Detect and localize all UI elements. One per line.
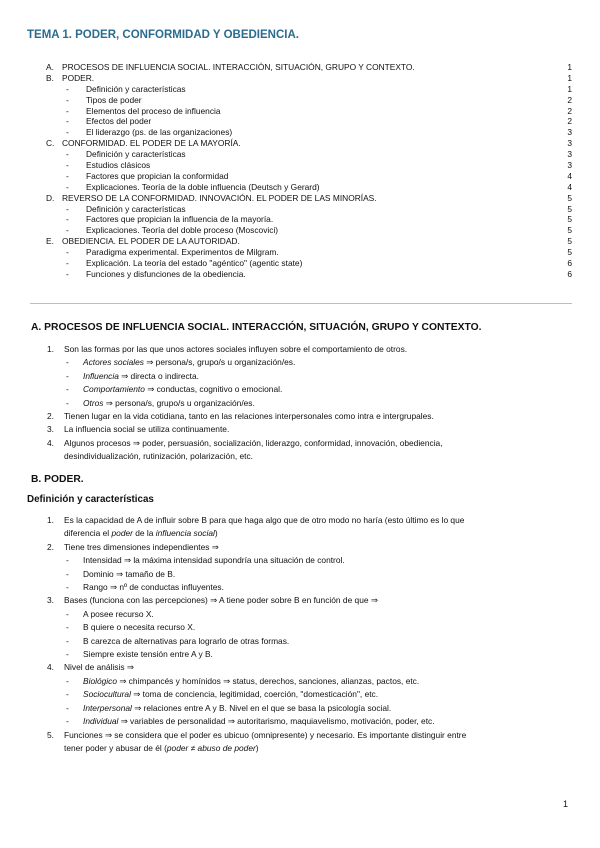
list-item: 4. Algunos procesos ⇒ poder, persuasión, socialización, liderazgo, conformidad, innovación, obediencia, desindividualización, rutinización, polarización, etc.: [47, 437, 443, 462]
toc-page-number: 1: [567, 72, 572, 83]
toc-dash: -: [66, 127, 69, 138]
bullet-item: - Siempre existe tensión entre A y B.: [66, 649, 213, 660]
toc-page-number: 5: [567, 236, 572, 247]
toc-page-number: 2: [567, 94, 572, 105]
toc-dash: -: [66, 170, 69, 181]
toc-entry[interactable]: [46, 149, 572, 160]
toc-entry[interactable]: [46, 160, 572, 171]
toc-dash: -: [66, 258, 69, 269]
toc-text: Definición y características: [86, 149, 186, 160]
toc-entry[interactable]: [46, 171, 572, 182]
bullet-item: - Rango ⇒ nº de conductas influyentes.: [66, 582, 224, 593]
toc-page-number: 3: [567, 138, 572, 149]
toc-text: Paradigma experimental. Experimentos de Milgram.: [86, 247, 279, 258]
toc-letter: B.: [46, 72, 54, 83]
toc-entry[interactable]: [46, 258, 572, 269]
toc-letter: C.: [46, 138, 55, 149]
bullet-item: - B carezca de alternativas para lograrlo de otras formas.: [66, 635, 290, 646]
toc-dash: -: [66, 160, 69, 171]
toc-page-number: 5: [567, 214, 572, 225]
toc-dash: -: [66, 116, 69, 127]
section-b-subheading: Definición y características: [27, 494, 154, 505]
bullet-item: - Biológico ⇒ chimpancés y homínidos ⇒ status, derechos, sanciones, alianzas, pactos, etc.: [66, 675, 420, 686]
toc-page-number: 1: [567, 62, 572, 72]
toc-entry[interactable]: [46, 247, 572, 258]
toc-dash: -: [66, 181, 69, 192]
list-item: 1. Es la capacidad de A de influir sobre B para que haga algo que de otro modo no haría (esto último es lo que diferencia el poder de la influencia social): [47, 515, 465, 539]
toc-page-number: 2: [567, 116, 572, 127]
toc-entry[interactable]: [46, 225, 572, 236]
bullet-item: - Sociocultural ⇒ toma de conciencia, legitimidad, coerción, "domesticación", etc.: [66, 689, 379, 700]
toc-text: Tipos de poder: [86, 94, 142, 105]
toc-text: Definición y características: [86, 203, 186, 214]
toc-page-number: 1: [567, 83, 572, 94]
toc-entry[interactable]: [46, 127, 572, 138]
toc-dash: -: [66, 214, 69, 225]
table-of-contents: [46, 62, 572, 280]
toc-text: Definición y características: [86, 83, 186, 94]
toc-dash: -: [66, 83, 69, 94]
toc-letter: A.: [46, 62, 54, 72]
list-item: 2. Tienen lugar en la vida cotidiana, tanto en las relaciones interpersonales como intra e intergrupales.: [47, 411, 434, 422]
bullet-item: - A posee recurso X.: [66, 608, 154, 619]
toc-dash: -: [66, 105, 69, 116]
toc-text: Elementos del proceso de influencia: [86, 105, 221, 116]
toc-text: Factores que propician la influencia de la mayoría.: [86, 214, 274, 225]
toc-entry[interactable]: [46, 95, 572, 106]
toc-entry[interactable]: [46, 84, 572, 95]
bullet-item: - Actores sociales ⇒ persona/s, grupo/s u organización/es.: [66, 357, 296, 368]
toc-letter: D.: [46, 192, 55, 203]
toc-text: Funciones y disfunciones de la obediencia.: [86, 268, 246, 279]
toc-page-number: 4: [567, 170, 572, 181]
list-item: 3. Bases (funciona con las percepciones) ⇒ A tiene poder sobre B en función de que ⇒: [47, 595, 378, 606]
bullet-item: - Otros ⇒ persona/s, grupo/s u organización/es.: [66, 397, 255, 408]
toc-text: Estudios clásicos: [86, 160, 151, 171]
toc-text: PROCESOS DE INFLUENCIA SOCIAL. INTERACCIÓN, SITUACIÓN, GRUPO Y CONTEXTO.: [62, 62, 415, 72]
toc-text: Efectos del poder: [86, 116, 152, 127]
toc-page-number: 5: [567, 247, 572, 258]
toc-dash: -: [66, 247, 69, 258]
document-title: TEMA 1. PODER, CONFORMIDAD Y OBEDIENCIA.: [27, 29, 299, 41]
toc-page-number: 4: [567, 181, 572, 192]
toc-dash: -: [66, 225, 69, 236]
toc-entry[interactable]: [46, 116, 572, 127]
toc-page-number: 5: [567, 192, 572, 203]
bullet-item: - Comportamiento ⇒ conductas, cognitivo o emocional.: [66, 384, 283, 395]
toc-entry[interactable]: [46, 269, 572, 280]
section-a-list: [47, 343, 557, 464]
toc-dash: -: [66, 94, 69, 105]
section-divider: [30, 303, 572, 304]
section-b-list: [47, 514, 557, 755]
toc-entry[interactable]: [46, 73, 572, 84]
toc-page-number: 2: [567, 105, 572, 116]
toc-page-number: 3: [567, 127, 572, 138]
bullet-item: - Interpersonal ⇒ relaciones entre A y B. Nivel en el que se basa la psicología social.: [66, 702, 392, 713]
bullet-item: - Dominio ⇒ tamaño de B.: [66, 568, 176, 579]
toc-page-number: 6: [567, 268, 572, 279]
toc-entry[interactable]: [46, 106, 572, 117]
toc-page-number: 6: [567, 258, 572, 269]
toc-page-number: 3: [567, 149, 572, 160]
toc-dash: -: [66, 268, 69, 279]
toc-text: CONFORMIDAD. EL PODER DE LA MAYORÍA.: [62, 138, 241, 149]
toc-entry[interactable]: [46, 214, 572, 225]
list-item: 5. Funciones ⇒ se considera que el poder es ubicuo (omnipresente) y necesario. Es importante distinguir entre tener poder y abusar de él (poder ≠ abuso de poder): [47, 729, 467, 753]
section-a-heading: A. PROCESOS DE INFLUENCIA SOCIAL. INTERACCIÓN, SITUACIÓN, GRUPO Y CONTEXTO.: [31, 322, 482, 333]
section-b-heading: B. PODER.: [31, 474, 84, 485]
toc-text: Explicación. La teoría del estado "agéntico" (agentic state): [86, 258, 303, 269]
toc-page-number: 5: [567, 225, 572, 236]
toc-text: Explicaciones. Teoría de la doble influencia (Deutsch y Gerard): [86, 181, 320, 192]
toc-text: Factores que propician la conformidad: [86, 170, 229, 181]
toc-entry[interactable]: [46, 204, 572, 215]
toc-letter: E.: [46, 236, 54, 247]
list-item: 3. La influencia social se utiliza continuamente.: [47, 424, 230, 435]
toc-entry[interactable]: [46, 62, 572, 73]
bullet-item: - Influencia ⇒ directa o indirecta.: [66, 370, 199, 381]
toc-text: PODER.: [62, 72, 95, 83]
toc-page-number: 3: [567, 160, 572, 171]
bullet-item: - B quiere o necesita recurso X.: [66, 622, 196, 633]
toc-page-number: 5: [567, 203, 572, 214]
toc-dash: -: [66, 149, 69, 160]
toc-entry[interactable]: [46, 182, 572, 193]
list-item: 2. Tiene tres dimensiones independientes ⇒: [47, 541, 219, 552]
toc-entry[interactable]: [46, 193, 572, 204]
toc-entry[interactable]: [46, 236, 572, 247]
page-number: 1: [563, 799, 569, 809]
toc-dash: -: [66, 203, 69, 214]
toc-text: Explicaciones. Teoría del doble proceso (Moscovici): [86, 225, 279, 236]
toc-entry[interactable]: [46, 138, 572, 149]
bullet-item: - Individual ⇒ variables de personalidad ⇒ autoritarismo, maquiavelismo, motivación, poder, etc.: [66, 716, 435, 727]
list-item: 1. Son las formas por las que unos actores sociales influyen sobre el comportamiento de otros.: [47, 344, 408, 354]
toc-text: El liderazgo (ps. de las organizaciones): [86, 127, 233, 138]
bullet-item: - Intensidad ⇒ la máxima intensidad supondría una situación de control.: [66, 555, 345, 566]
toc-text: REVERSO DE LA CONFORMIDAD. INNOVACIÓN. EL PODER DE LAS MINORÍAS.: [62, 192, 377, 203]
toc-text: OBEDIENCIA. EL PODER DE LA AUTORIDAD.: [62, 236, 240, 247]
list-item: 4. Nivel de análisis ⇒: [47, 662, 134, 673]
